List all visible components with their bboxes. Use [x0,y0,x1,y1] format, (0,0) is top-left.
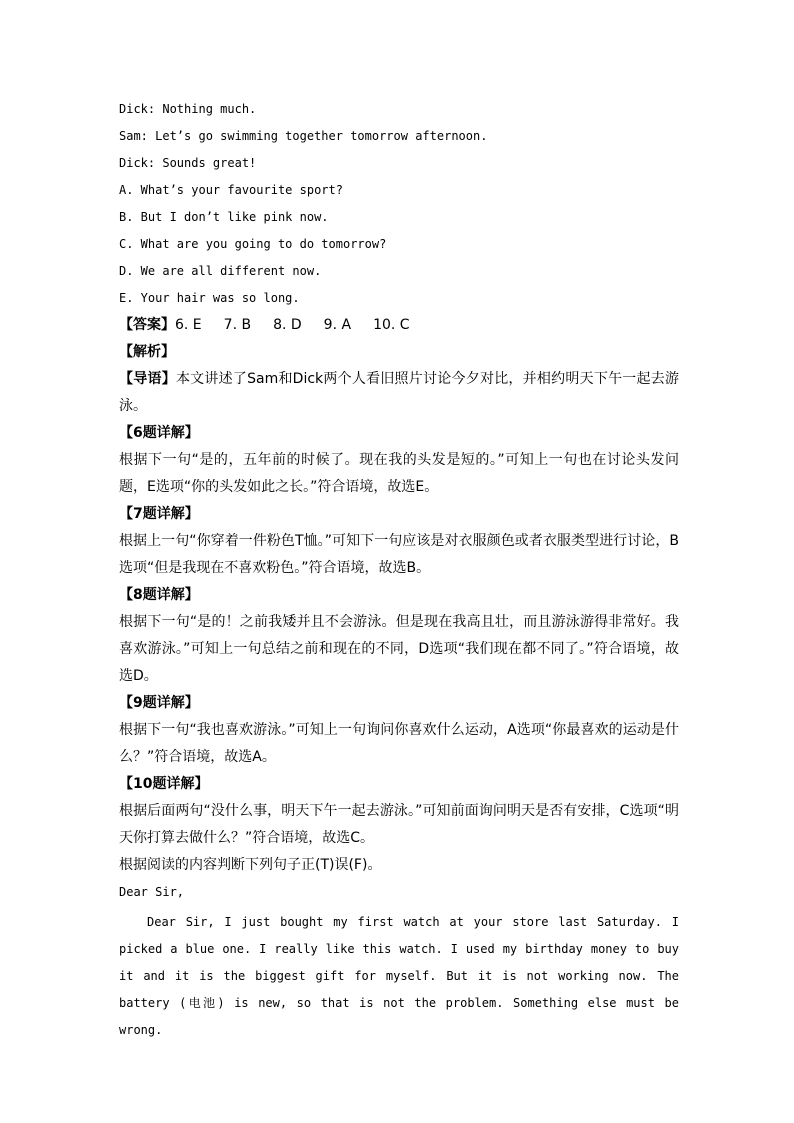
detail-heading-9: 【9题详解】 [119,695,199,711]
instruction-line: 根据阅读的内容判断下列句子正(T)误(F)。 [119,857,382,873]
detail-text-7: 根据上一句“你穿着一件粉色T恤。”可知下一句应该是对衣服颜色或者衣服类型进行讨论，B选项“但是我现在不喜欢粉色。”符合语境，故选B。 [119,533,679,576]
analysis-heading: 【解析】 [119,344,175,360]
answer-label: 【答案】 [119,317,175,333]
dialogue-line: Sam: Let’s go swimming together tomorrow afternoon. [119,129,488,143]
dialogue-line: Dick: Sounds great! [119,156,257,170]
answer-item: 7. B [223,317,252,333]
option-e: E. Your hair was so long. [119,291,300,305]
detail-text-10: 根据后面两句“没什么事，明天下午一起去游泳。”可知前面询问明天是否有安排，C选项“明天你打算去做什么？”符合语境，故选C。 [119,803,679,846]
answer-item: 10. C [373,317,410,333]
option-b: B. But I don’t like pink now. [119,210,329,224]
option-d: D. We are all different now. [119,264,322,278]
detail-text-8: 根据下一句“是的！之前我矮并且不会游泳。但是现在我高且壮，而且游泳游得非常好。我喜欢游泳。”可知上一句总结之前和现在的不同，D选项“我们现在都不同了。”符合语境，故选D。 [119,614,679,684]
answer-row [119,312,679,339]
letter-salutation: Dear Sir, [119,885,185,899]
answer-item: 9. A [323,317,352,333]
intro-paragraph [119,366,679,420]
answer-item: 6. E [175,317,202,333]
letter-body: Dear Sir, I just bought my first watch at your store last Saturday. I picked a blue one. I really like this watch. I used my birthday money to buy it and it is the biggest gift for myself. But it is not working now. The battery (电池) is new, so that is not the problem. Something else must be wrong. [119,915,679,1037]
dialogue-line: Dick: Nothing much. [119,102,257,116]
intro-text: 本文讲述了Sam和Dick两个人看旧照片讨论今夕对比，并相约明天下午一起去游泳。 [119,371,679,414]
detail-heading-7: 【7题详解】 [119,506,199,522]
detail-heading-8: 【8题详解】 [119,587,199,603]
option-a: A. What’s your favourite sport? [119,183,343,197]
option-c: C. What are you going to do tomorrow? [119,237,387,251]
answer-item: 8. D [273,317,302,333]
detail-heading-6: 【6题详解】 [119,425,199,441]
detail-heading-10: 【10题详解】 [119,776,209,792]
intro-label: 【导语】 [119,371,176,387]
detail-text-9: 根据下一句“我也喜欢游泳。”可知上一句询问你喜欢什么运动，A选项“你最喜欢的运动是什么？”符合语境，故选A。 [119,722,679,765]
detail-text-6: 根据下一句“是的，五年前的时候了。现在我的头发是短的。”可知上一句也在讨论头发问题，E选项“你的头发如此之长。”符合语境，故选E。 [119,452,679,495]
document-page [119,96,679,1044]
